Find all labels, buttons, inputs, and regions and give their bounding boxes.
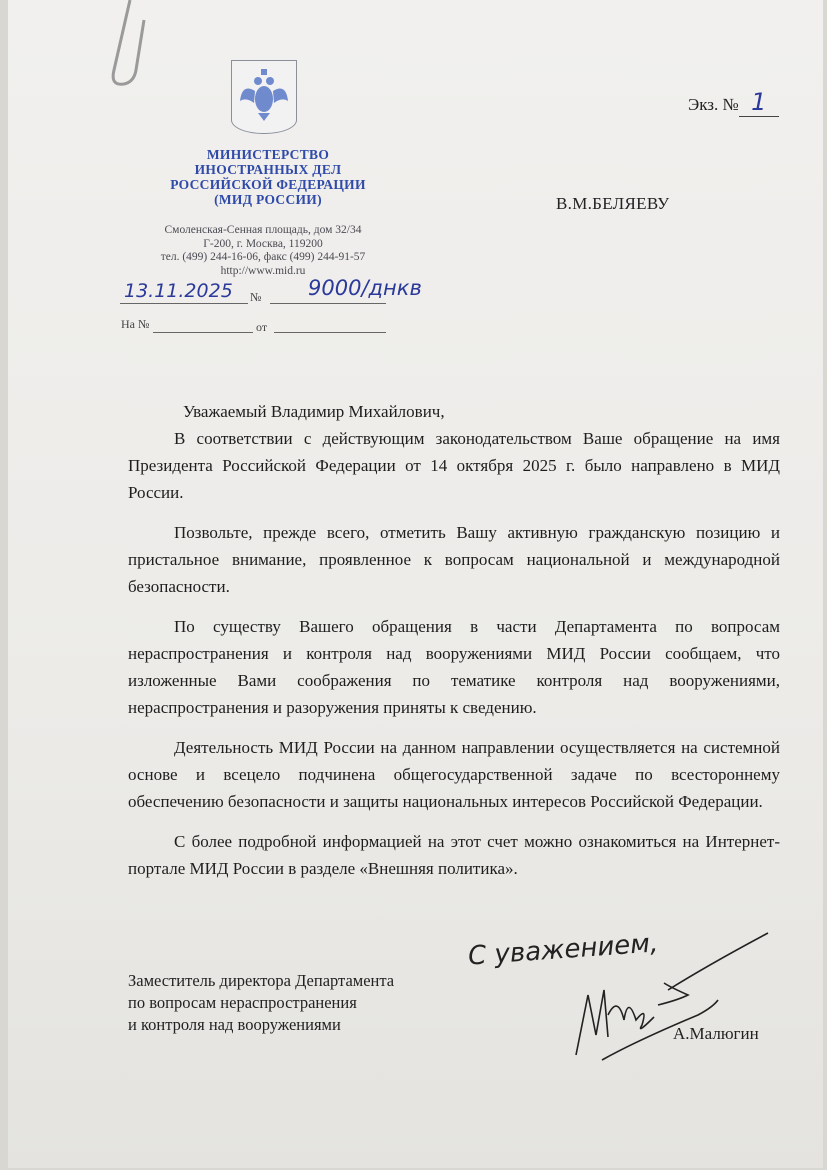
date-underline [120,303,248,304]
copy-number [688,88,779,117]
ministry-line: РОССИЙСКОЙ ФЕДЕРАЦИИ [170,177,366,192]
copy-label: Экз. № [688,95,739,114]
title-line: Заместитель директора Департамента [128,971,395,990]
paragraph: Позвольте, прежде всего, отметить Вашу активную гражданскую позицию и пристальное внимание, проявленное к вопросам национальной и международной безопасности. [128,523,780,596]
number-label: № [250,290,262,304]
title-line: и контроля над вооружениями [128,1015,341,1034]
address-line: Г-200, г. Москва, 119200 [203,237,323,250]
handwritten-closing: С уважением, [467,928,660,972]
paragraph: В соответствии с действующим законодательством Ваше обращение на имя Президента Российской Федерации от 14 октября 2025 г. было направлено в МИД России. [128,429,780,502]
handwritten-signature [558,925,778,1075]
ministry-line: (МИД РОССИИ) [214,192,322,207]
address-line: Смоленская-Сенная площадь, дом 32/34 [164,224,362,236]
title-line: по вопросам нераспространения [128,993,357,1012]
outgoing-number: 9000/днкв [308,276,422,300]
address-line: тел. (499) 244-16-06, факс (499) 244-91-57 [160,251,366,263]
paperclip-icon [100,0,150,90]
reference-date-line [274,332,386,333]
number-underline [270,303,386,304]
addressee: В.М.БЕЛЯЕВУ [556,194,670,213]
double-headed-eagle-icon [232,61,296,131]
ministry-line: ИНОСТРАННЫХ ДЕЛ [194,162,342,177]
ministry-line: МИНИСТЕРСТВО [206,147,330,162]
website-url: http://www.mid.ru [220,264,306,277]
coat-of-arms-emblem [231,60,297,134]
paragraph: С более подробной информацией на этот счет можно ознакомиться на Интернет-портале МИД России в разделе «Внешняя политика». [128,832,780,878]
paragraph: Деятельность МИД России на данном направлении осуществляется на системной основе и всецело подчинена общегосударственной задаче по всестороннему обеспечению безопасности и защиты национальных интересов Российской Федерации. [128,738,780,811]
outgoing-date: 13.11.2025 [124,280,233,302]
reference-from-label: от [256,320,268,334]
copy-value: 1 [739,88,779,117]
signatory-name: А.Малюгин [673,1024,759,1043]
paragraph: По существу Вашего обращения в части Департамента по вопросам нераспространения и контроля над вооружениями МИД России сообщаем, что изложенные Вами соображения по тематике контроля над вооружениями, нераспространения и разоружения приняты к сведению. [128,617,780,717]
reference-number-line [153,332,253,333]
letter-body [128,398,780,895]
letter-page [8,0,823,1168]
ministry-address [118,224,408,278]
reference-number-label: На № [121,317,150,331]
greeting: Уважаемый Владимир Михайлович, [183,402,445,421]
ministry-name [128,147,408,207]
signatory-title [128,970,394,1036]
